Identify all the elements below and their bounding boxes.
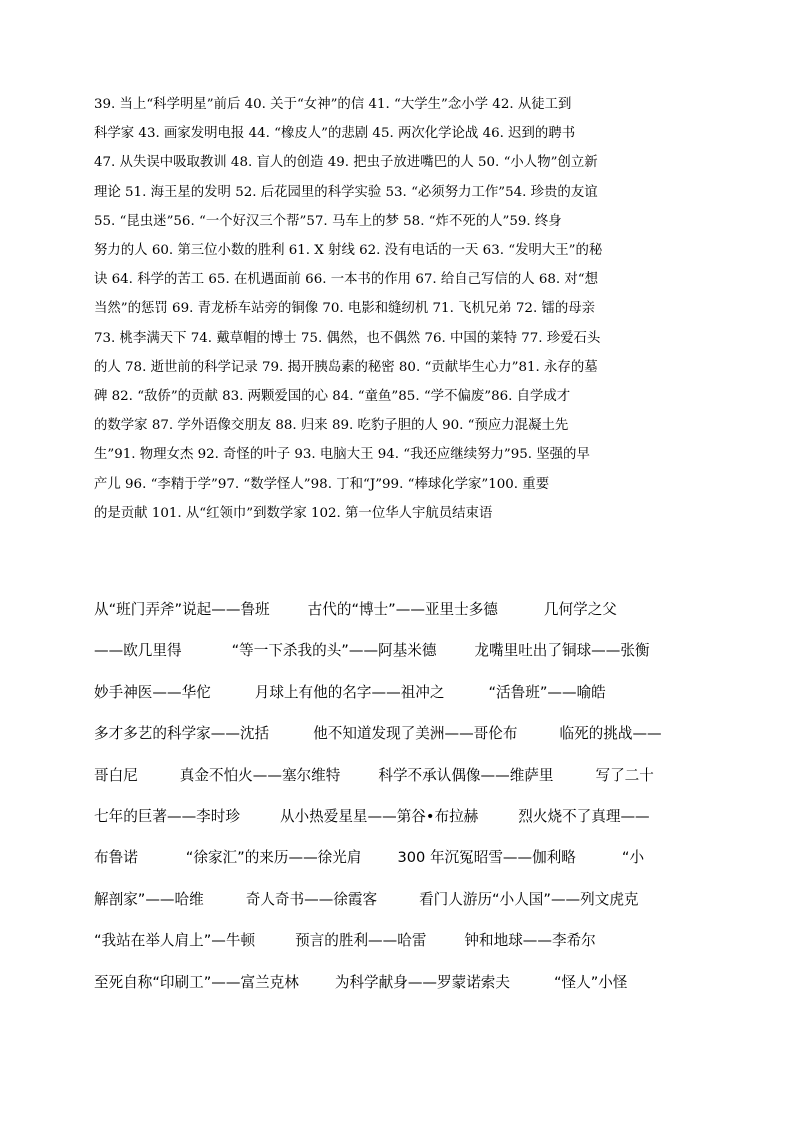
story-entry: “等一下杀我的头”——阿基米德 [231,642,437,660]
list-line: 39. 当上“科学明星”前后 40. 关于“女神”的信 41. “大学生”念小学 42. 从徒工到 [94,97,572,112]
story-entry: 多才多艺的科学家——沈括 [94,725,270,743]
story-entry: 古代的“博士”——亚里士多德 [307,601,498,618]
story-row [94,842,730,873]
story-entry: 龙嘴里吐出了铜球——张衡 [474,642,650,660]
story-row [94,718,730,749]
story-row [94,760,730,791]
story-entry: 七年的巨著——李时珍 [94,807,240,825]
story-entry: 为科学献身——罗蒙诺索夫 [334,973,510,991]
story-entry: 烈火烧不了真理—— [518,807,650,825]
list-line: 的数学家 87. 学外语像交朋友 88. 归来 89. 吃豹子胆的人 90. “预应力混凝土先 [94,418,569,434]
story-entry: 几何学之父 [543,601,617,618]
list-line: 生”91. 物理女杰 92. 奇怪的叶子 93. 电脑大王 94. “我还应继续努力”95. 坚强的早 [94,447,590,463]
scientist-story-list [94,594,730,998]
story-entry: 钟和地球——李希尔 [464,932,596,950]
story-entry: 他不知道发现了美洲——哥伦布 [313,725,518,743]
story-entry: 看门人游历“小人国”——列文虎克 [419,890,639,908]
story-entry: 从“班门弄斧”说起——鲁班 [94,601,270,618]
story-entry: 至死自称“印刷工”——富兰克林 [94,973,299,991]
story-entry: “小 [621,849,645,867]
story-entry: 月球上有他的名字——祖冲之 [254,683,445,701]
list-line: 碑 82. “敌侨”的贡献 83. 两颗爱国的心 84. “童鱼”85. “学不偏废”86. 自学成才 [94,389,571,405]
list-line: 55. “昆虫迷”56. “一个好汉三个帮”57. 马车上的梦 58. “炸不死的人”59. 终身 [94,213,562,229]
story-entry: 预言的胜利——哈雷 [295,932,427,950]
story-entry: 哥白尼 [94,766,138,784]
story-row [94,801,730,832]
story-entry: 从小热爱星星——第谷•布拉赫 [279,807,479,825]
list-line: 产儿 96. “李精于学”97. “数学怪人”98. 丁和“J”99. “棒球化学家”100. 重要 [94,476,550,492]
story-entry: 奇人奇书——徐霞客 [245,890,378,908]
list-line: 47. 从失误中吸取教训 48. 盲人的创造 49. 把虫子放进嘴巴的人 50. “小人物”创立新 [94,155,598,171]
story-row [94,677,730,708]
list-line: 73. 桃李满天下 74. 戴草帽的博士 75. 偶然，也不偶然 76. 中国的莱特 77. 珍爱石头 [94,330,601,346]
story-row [94,925,730,956]
list-line: 的是贡献 101. 从“红领巾”到数学家 102. 第一位华人宇航员结束语 [94,505,493,521]
story-numbered-list [94,90,730,528]
story-entry: 临死的挑战—— [559,725,662,743]
story-entry: 300 年沉冤昭雪——伽利略 [397,849,576,867]
story-row [94,967,730,998]
story-entry: ——欧几里得 [94,642,182,660]
list-line: 当然”的惩罚 69. 青龙桥车站旁的铜像 70. 电影和缝纫机 71. 飞机兄弟 72. 镭的母亲 [94,301,596,317]
story-row [94,635,730,666]
list-line: 努力的人 60. 第三位小数的胜利 61. X 射线 62. 没有电话的一天 63. “发明大王”的秘 [94,243,603,259]
list-line: 的人 78. 逝世前的科学记录 79. 揭开胰岛素的秘密 80. “贡献毕生心力”81. 永存的墓 [94,359,598,375]
story-entry: 布鲁诺 [94,849,138,867]
story-entry: 真金不怕火——塞尔维特 [179,766,341,784]
story-entry: 写了二十 [595,766,654,784]
story-entry: “怪人”小怪 [553,973,628,991]
list-line: 诀 64. 科学的苦工 65. 在机遇面前 66. 一本书的作用 67. 给自己写信的人 68. 对“想 [94,272,599,288]
story-entry: 解剖家”——哈维 [94,890,204,908]
story-row [94,594,730,625]
story-entry: “我站在举人肩上”—牛顿 [94,932,256,950]
story-entry: 科学不承认偶像——维萨里 [378,766,554,784]
story-entry: “徐家汇”的来历——徐光肩 [185,849,362,867]
story-entry: “活鲁班”——喻皓 [488,683,606,701]
list-line: 科学家 43. 画家发明电报 44. “橡皮人”的悲剧 45. 两次化学论战 46. 迟到的聘书 [94,126,576,142]
list-line: 理论 51. 海王星的发明 52. 后花园里的科学实验 53. “必须努力工作”54. 珍贵的友谊 [94,184,598,200]
story-row [94,884,730,915]
story-entry: 妙手神医——华佗 [94,683,211,701]
